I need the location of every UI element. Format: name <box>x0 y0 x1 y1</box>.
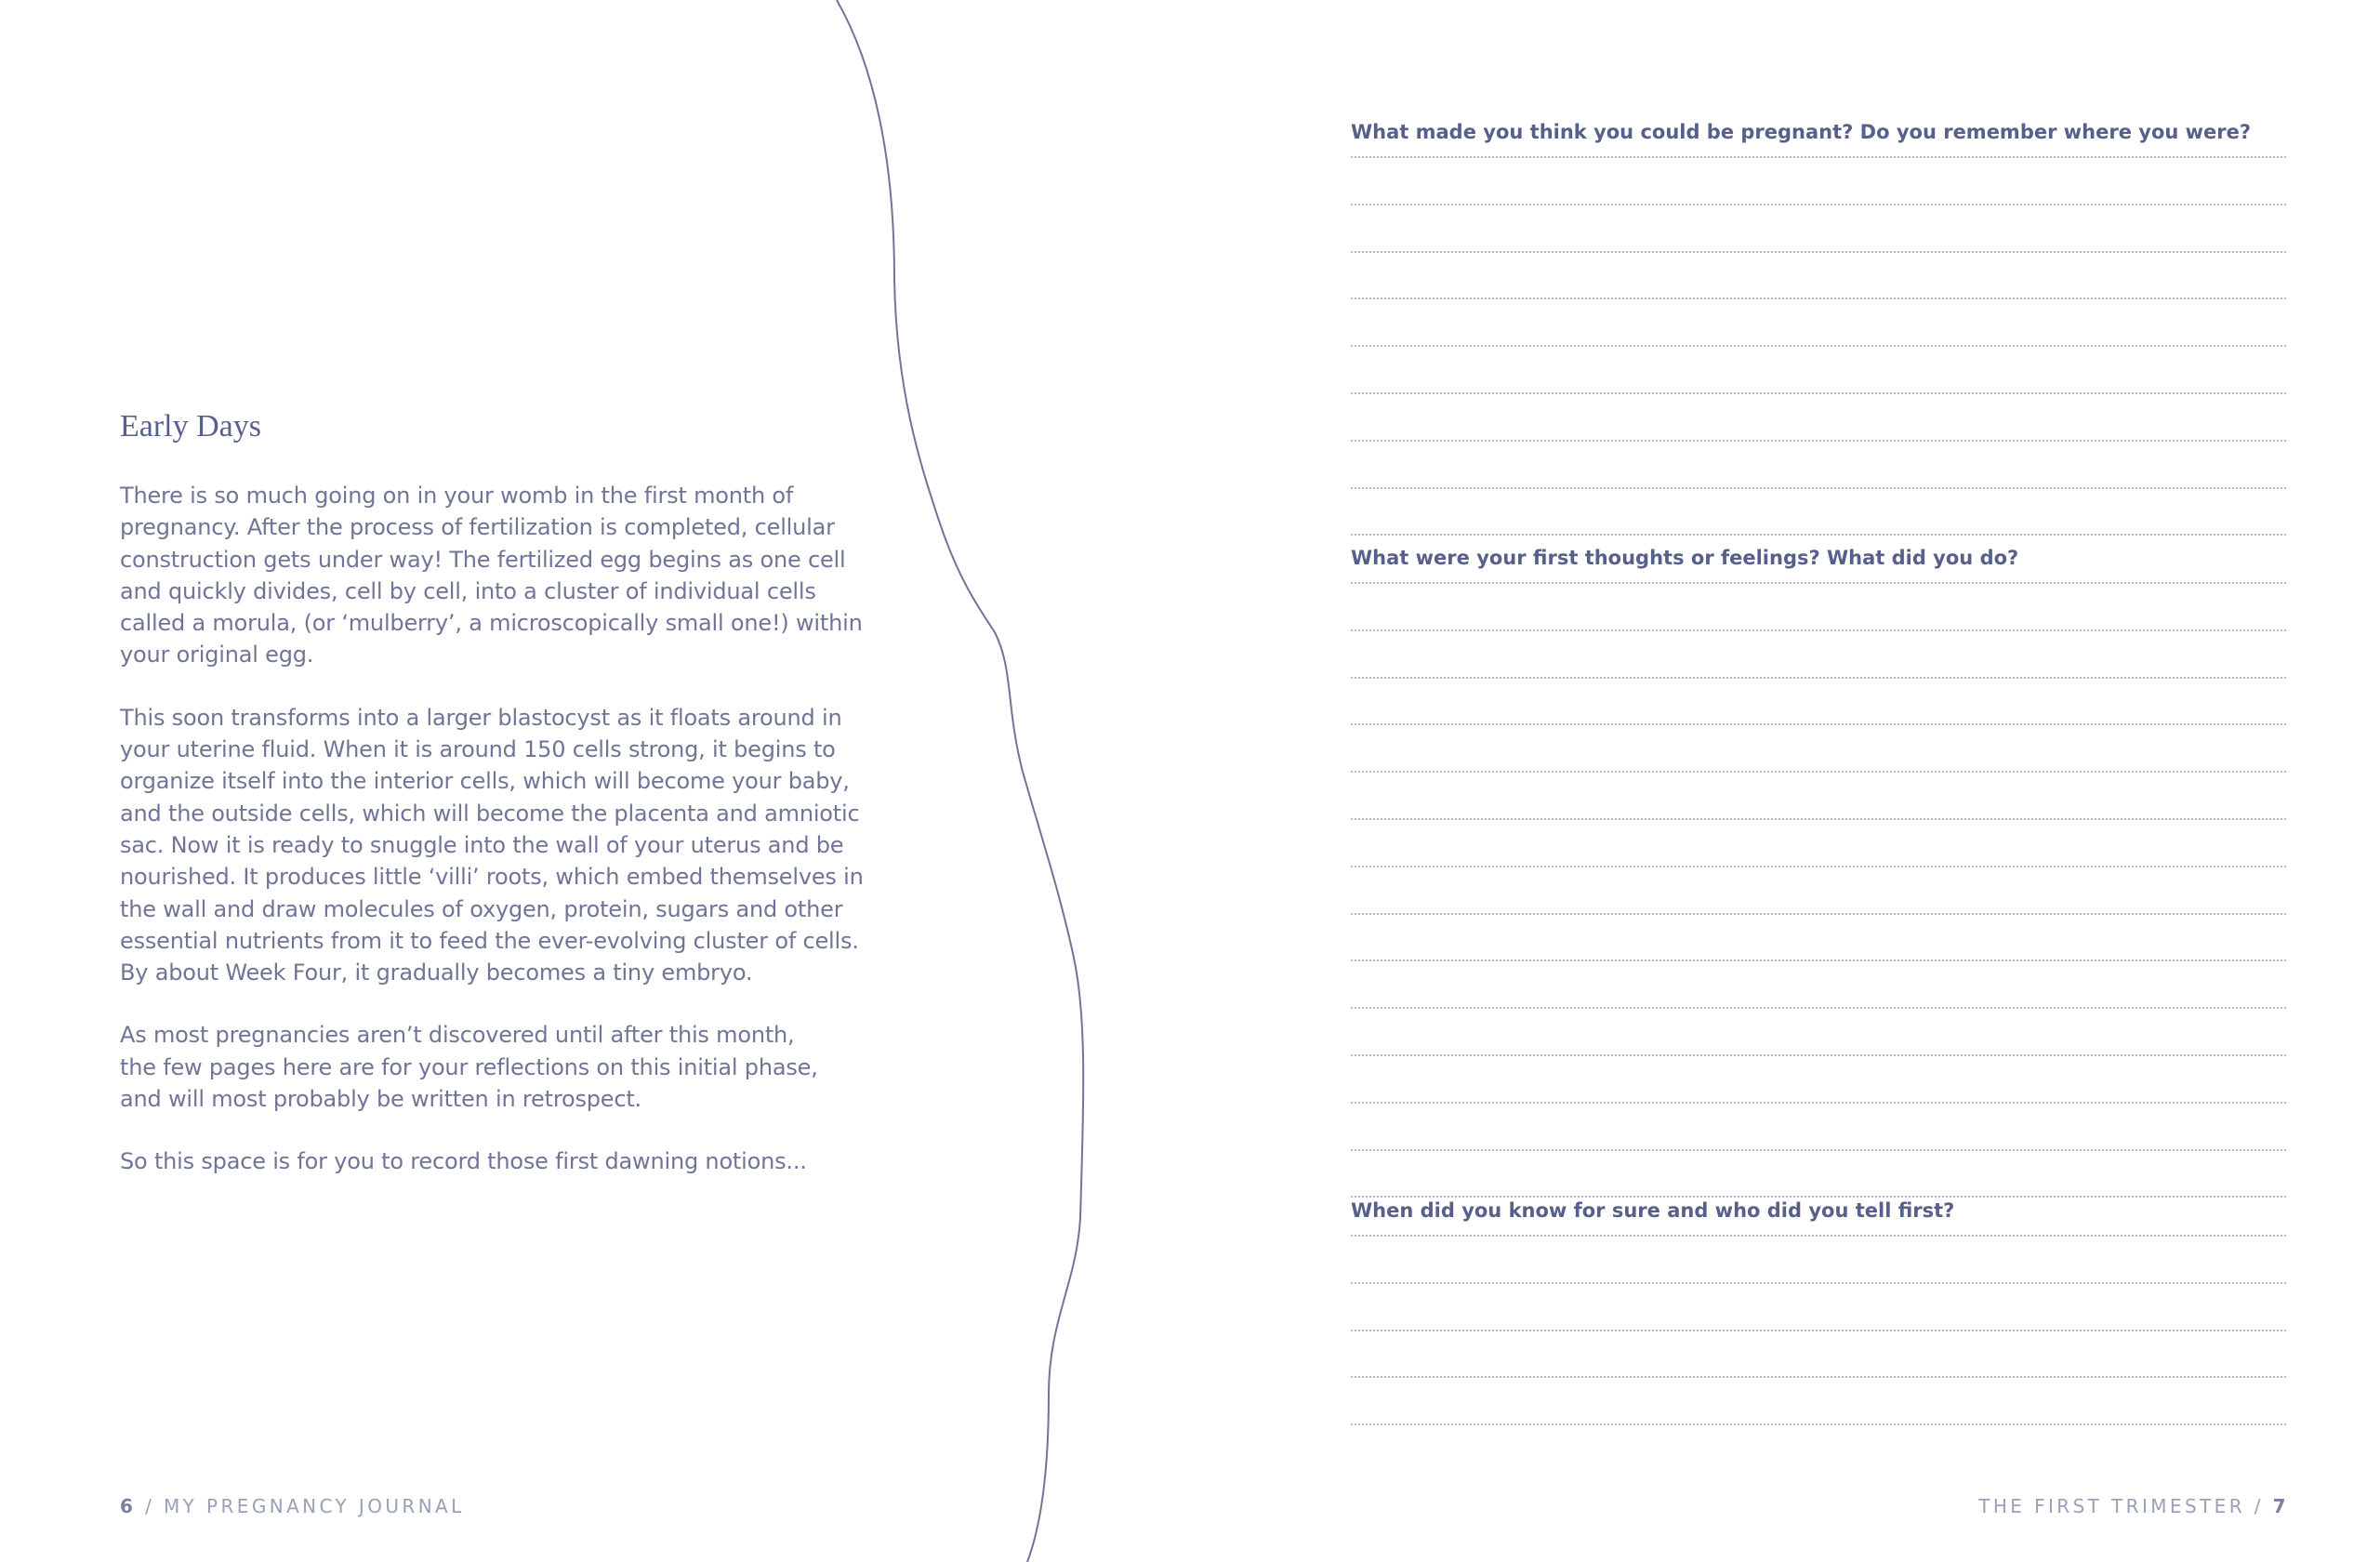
writing-line[interactable] <box>1351 771 2286 773</box>
writing-line[interactable] <box>1351 251 2286 253</box>
paragraph-line: There is so much going on in your womb in the first month of <box>120 483 794 509</box>
writing-line[interactable] <box>1351 1149 2286 1151</box>
paragraph-line: pregnancy. After the process of fertilization is completed, cellular <box>120 514 835 541</box>
writing-line[interactable] <box>1351 913 2286 915</box>
writing-line[interactable] <box>1351 1282 2286 1284</box>
paragraph-line: By about Week Four, it gradually becomes a tiny embryo. <box>120 960 753 986</box>
writing-line[interactable] <box>1351 204 2286 205</box>
paragraph-line: This soon transforms into a larger blastocyst as it floats around in <box>120 704 842 731</box>
writing-line[interactable] <box>1351 1235 2286 1237</box>
article-paragraph <box>120 1145 864 1177</box>
writing-line[interactable] <box>1351 440 2286 442</box>
article-paragraph <box>120 480 864 671</box>
writing-line[interactable] <box>1351 1054 2286 1056</box>
paragraph-line: sac. Now it is ready to snuggle into the wall of your uterus and be <box>120 831 844 858</box>
prompt-question: When did you know for sure and who did you tell first? <box>1351 1199 1955 1222</box>
paragraph-line: As most pregnancies aren’t discovered until after this month, <box>120 1022 795 1049</box>
writing-line[interactable] <box>1351 534 2286 536</box>
writing-line[interactable] <box>1351 677 2286 679</box>
page-number-left: 6 <box>120 1495 137 1517</box>
writing-line[interactable] <box>1351 1102 2286 1104</box>
writing-line[interactable] <box>1351 345 2286 347</box>
footer-separator-left: / <box>145 1495 155 1517</box>
paragraph-line: your uterine fluid. When it is around 150 cells strong, it begins to <box>120 736 836 763</box>
paragraph-line: and quickly divides, cell by cell, into a cluster of individual cells <box>120 577 816 604</box>
paragraph-line: the wall and draw molecules of oxygen, protein, sugars and other <box>120 895 843 922</box>
writing-line[interactable] <box>1351 1376 2286 1378</box>
writing-line[interactable] <box>1351 1007 2286 1009</box>
writing-line[interactable] <box>1351 723 2286 725</box>
writing-line[interactable] <box>1351 1423 2286 1425</box>
article-title: Early Days <box>120 409 262 443</box>
writing-line[interactable] <box>1351 1330 2286 1331</box>
writing-line[interactable] <box>1351 818 2286 820</box>
prompt-question: What were your first thoughts or feelings? What did you do? <box>1351 547 2019 569</box>
article-body <box>120 480 864 1178</box>
paragraph-line: So this space is for you to record those first dawning notions... <box>120 1148 807 1175</box>
article-paragraph <box>120 1019 864 1115</box>
writing-line[interactable] <box>1351 487 2286 489</box>
paragraph-line: construction gets under way! The fertilized egg begins as one cell <box>120 546 846 573</box>
writing-line[interactable] <box>1351 582 2286 584</box>
paragraph-line: and the outside cells, which will become the placenta and amniotic <box>120 800 860 827</box>
writing-line[interactable] <box>1351 629 2286 631</box>
writing-line[interactable] <box>1351 156 2286 158</box>
writing-line[interactable] <box>1351 1196 2286 1198</box>
journal-title-footer: MY PREGNANCY JOURNAL <box>164 1495 465 1517</box>
article-paragraph <box>120 702 864 989</box>
paragraph-line: organize itself into the interior cells, which will become your baby, <box>120 768 850 795</box>
paragraph-line: nourished. It produces little ‘villi’ roots, which embed themselves in <box>120 864 864 891</box>
paragraph-line: the few pages here are for your reflections on this initial phase, <box>120 1053 818 1080</box>
writing-line[interactable] <box>1351 960 2286 961</box>
footer-right <box>1978 1495 2289 1517</box>
writing-line[interactable] <box>1351 298 2286 299</box>
writing-line[interactable] <box>1351 392 2286 394</box>
footer-separator-right: / <box>2254 1495 2264 1517</box>
paragraph-line: your original egg. <box>120 642 314 668</box>
prompt-question: What made you think you could be pregnant? Do you remember where you were? <box>1351 121 2252 143</box>
page-number-right: 7 <box>2272 1495 2289 1517</box>
footer-left <box>120 1495 465 1517</box>
left-page-article <box>120 409 864 1209</box>
paragraph-line: essential nutrients from it to feed the ever-evolving cluster of cells. <box>120 927 859 954</box>
paragraph-line: called a morula, (or ‘mulberry’, a microscopically small one!) within <box>120 610 863 637</box>
writing-line[interactable] <box>1351 866 2286 867</box>
paragraph-line: and will most probably be written in retrospect. <box>120 1086 641 1113</box>
section-title-footer: THE FIRST TRIMESTER <box>1978 1495 2245 1517</box>
